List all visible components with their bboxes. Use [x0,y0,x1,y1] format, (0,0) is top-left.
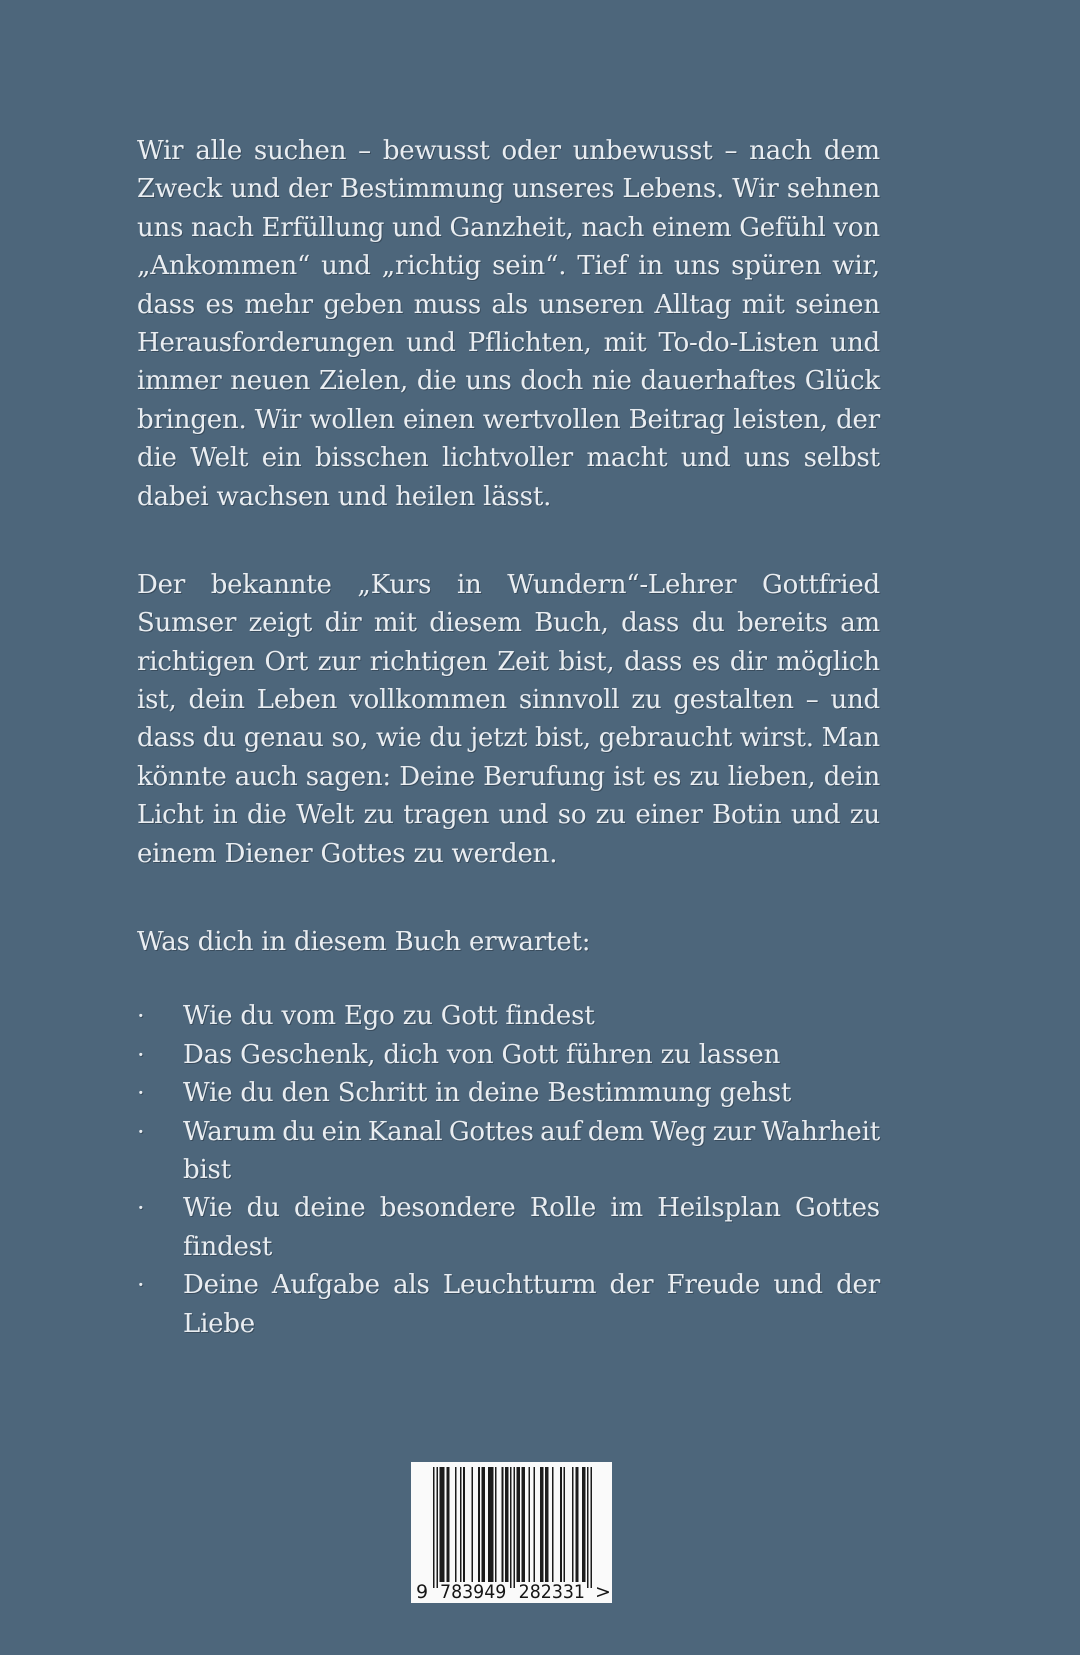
text-line: Sumser zeigt dir mit diesem Buch, dass du bereits am [137,608,880,639]
bullet-text [183,1228,880,1266]
bullet-text [183,1074,880,1112]
text-line: einem Diener Gottes zu werden. [137,838,558,869]
bullet-dot-icon [137,1228,183,1266]
text-line: Wir alle suchen – bewusst oder unbewusst – nach dem [137,136,880,166]
text-line: Das Geschenk, dich von Gott führen zu lassen [183,1039,781,1070]
bullet-text [183,1113,880,1151]
bullet-dot-icon: · [137,1002,145,1031]
bullet-item [137,1189,880,1227]
bullet-item-continuation [137,1228,880,1266]
bullet-item [137,997,880,1035]
bullet-dot-icon: · [137,1194,145,1223]
bullet-item [137,1266,880,1304]
text-line: Wie du vom Ego zu Gott findest [183,1001,595,1032]
text-line: ist, dein Leben vollkommen sinnvoll zu gestalten – und [137,685,880,716]
bullet-dot-icon: · [137,1117,145,1146]
bullet-text [183,1036,880,1074]
text-line: Wie du den Schritt in deine Bestimmung gehst [183,1078,792,1109]
text-line: Liebe [183,1308,255,1339]
paragraphs [137,132,880,873]
text-line: dass es mehr geben muss als unseren Alltag mit seinen [137,289,880,320]
svg-text:9: 9 [416,1581,429,1603]
bullet-item [137,1074,880,1112]
text-line: Licht in die Welt zu tragen und so zu einer Botin und zu [137,800,880,831]
text-line: uns nach Erfüllung und Ganzheit, nach einem Gefühl von [137,212,880,243]
text-line: Wie du deine besondere Rolle im Heilsplan Gottes [183,1193,880,1224]
bullet-dot-icon [137,1305,183,1343]
text-line: könnte auch sagen: Deine Berufung ist es zu lieben, dein [137,761,880,792]
svg-text:282331: 282331 [518,1581,585,1603]
paragraph [137,566,880,873]
paragraph [137,132,880,516]
svg-text:783949: 783949 [440,1581,507,1603]
bullet-text [183,1305,880,1343]
bullet-dot-icon: · [137,1040,145,1069]
text-line: immer neuen Zielen, die uns doch nie dauerhaftes Glück [137,366,880,397]
svg-text:>: > [595,1581,611,1603]
barcode-bars [411,1462,612,1603]
bullet-text [183,1266,880,1304]
text-line: Der bekannte „Kurs in Wundern“-Lehrer Gottfried [137,569,880,600]
bullet-text [183,997,880,1035]
text-line: Zweck und der Bestimmung unseres Lebens. Wir sehnen [137,174,880,205]
text-line: Deine Aufgabe als Leuchtturm der Freude und der [183,1270,880,1301]
text-line: richtigen Ort zur richtigen Zeit bist, dass es dir möglich [137,646,880,677]
bullet-item-continuation [137,1305,880,1343]
bullet-text [183,1151,880,1189]
bullet-item [137,1036,880,1074]
text-line: bringen. Wir wollen einen wertvollen Beitrag leisten, der [137,404,880,435]
bullet-text [183,1189,880,1227]
text-line: findest [183,1231,273,1262]
bullet-list [137,997,880,1343]
bullet-dot-icon: · [137,1271,145,1300]
bullet-item-continuation [137,1151,880,1189]
text-line: Herausforderungen und Pflichten, mit To-do-Listen und [137,327,880,358]
list-heading: Was dich in diesem Buch erwartet: [137,927,591,958]
text-line: dass du genau so, wie du jetzt bist, gebraucht wirst. Man [137,723,880,754]
blurb-text [137,132,880,1343]
text-line: „Ankommen“ und „richtig sein“. Tief in uns spüren wir, [137,251,880,282]
text-line: Warum du ein Kanal Gottes auf dem Weg zur Wahrheit [183,1116,880,1147]
text-line: dabei wachsen und heilen lässt. [137,481,552,512]
text-line: die Welt ein bisschen lichtvoller macht und uns selbst [137,443,880,474]
bullet-item [137,1113,880,1151]
isbn-barcode [411,1462,612,1603]
bullet-dot-icon: · [137,1079,145,1108]
bullet-dot-icon [137,1151,183,1189]
text-line: bist [183,1154,231,1185]
